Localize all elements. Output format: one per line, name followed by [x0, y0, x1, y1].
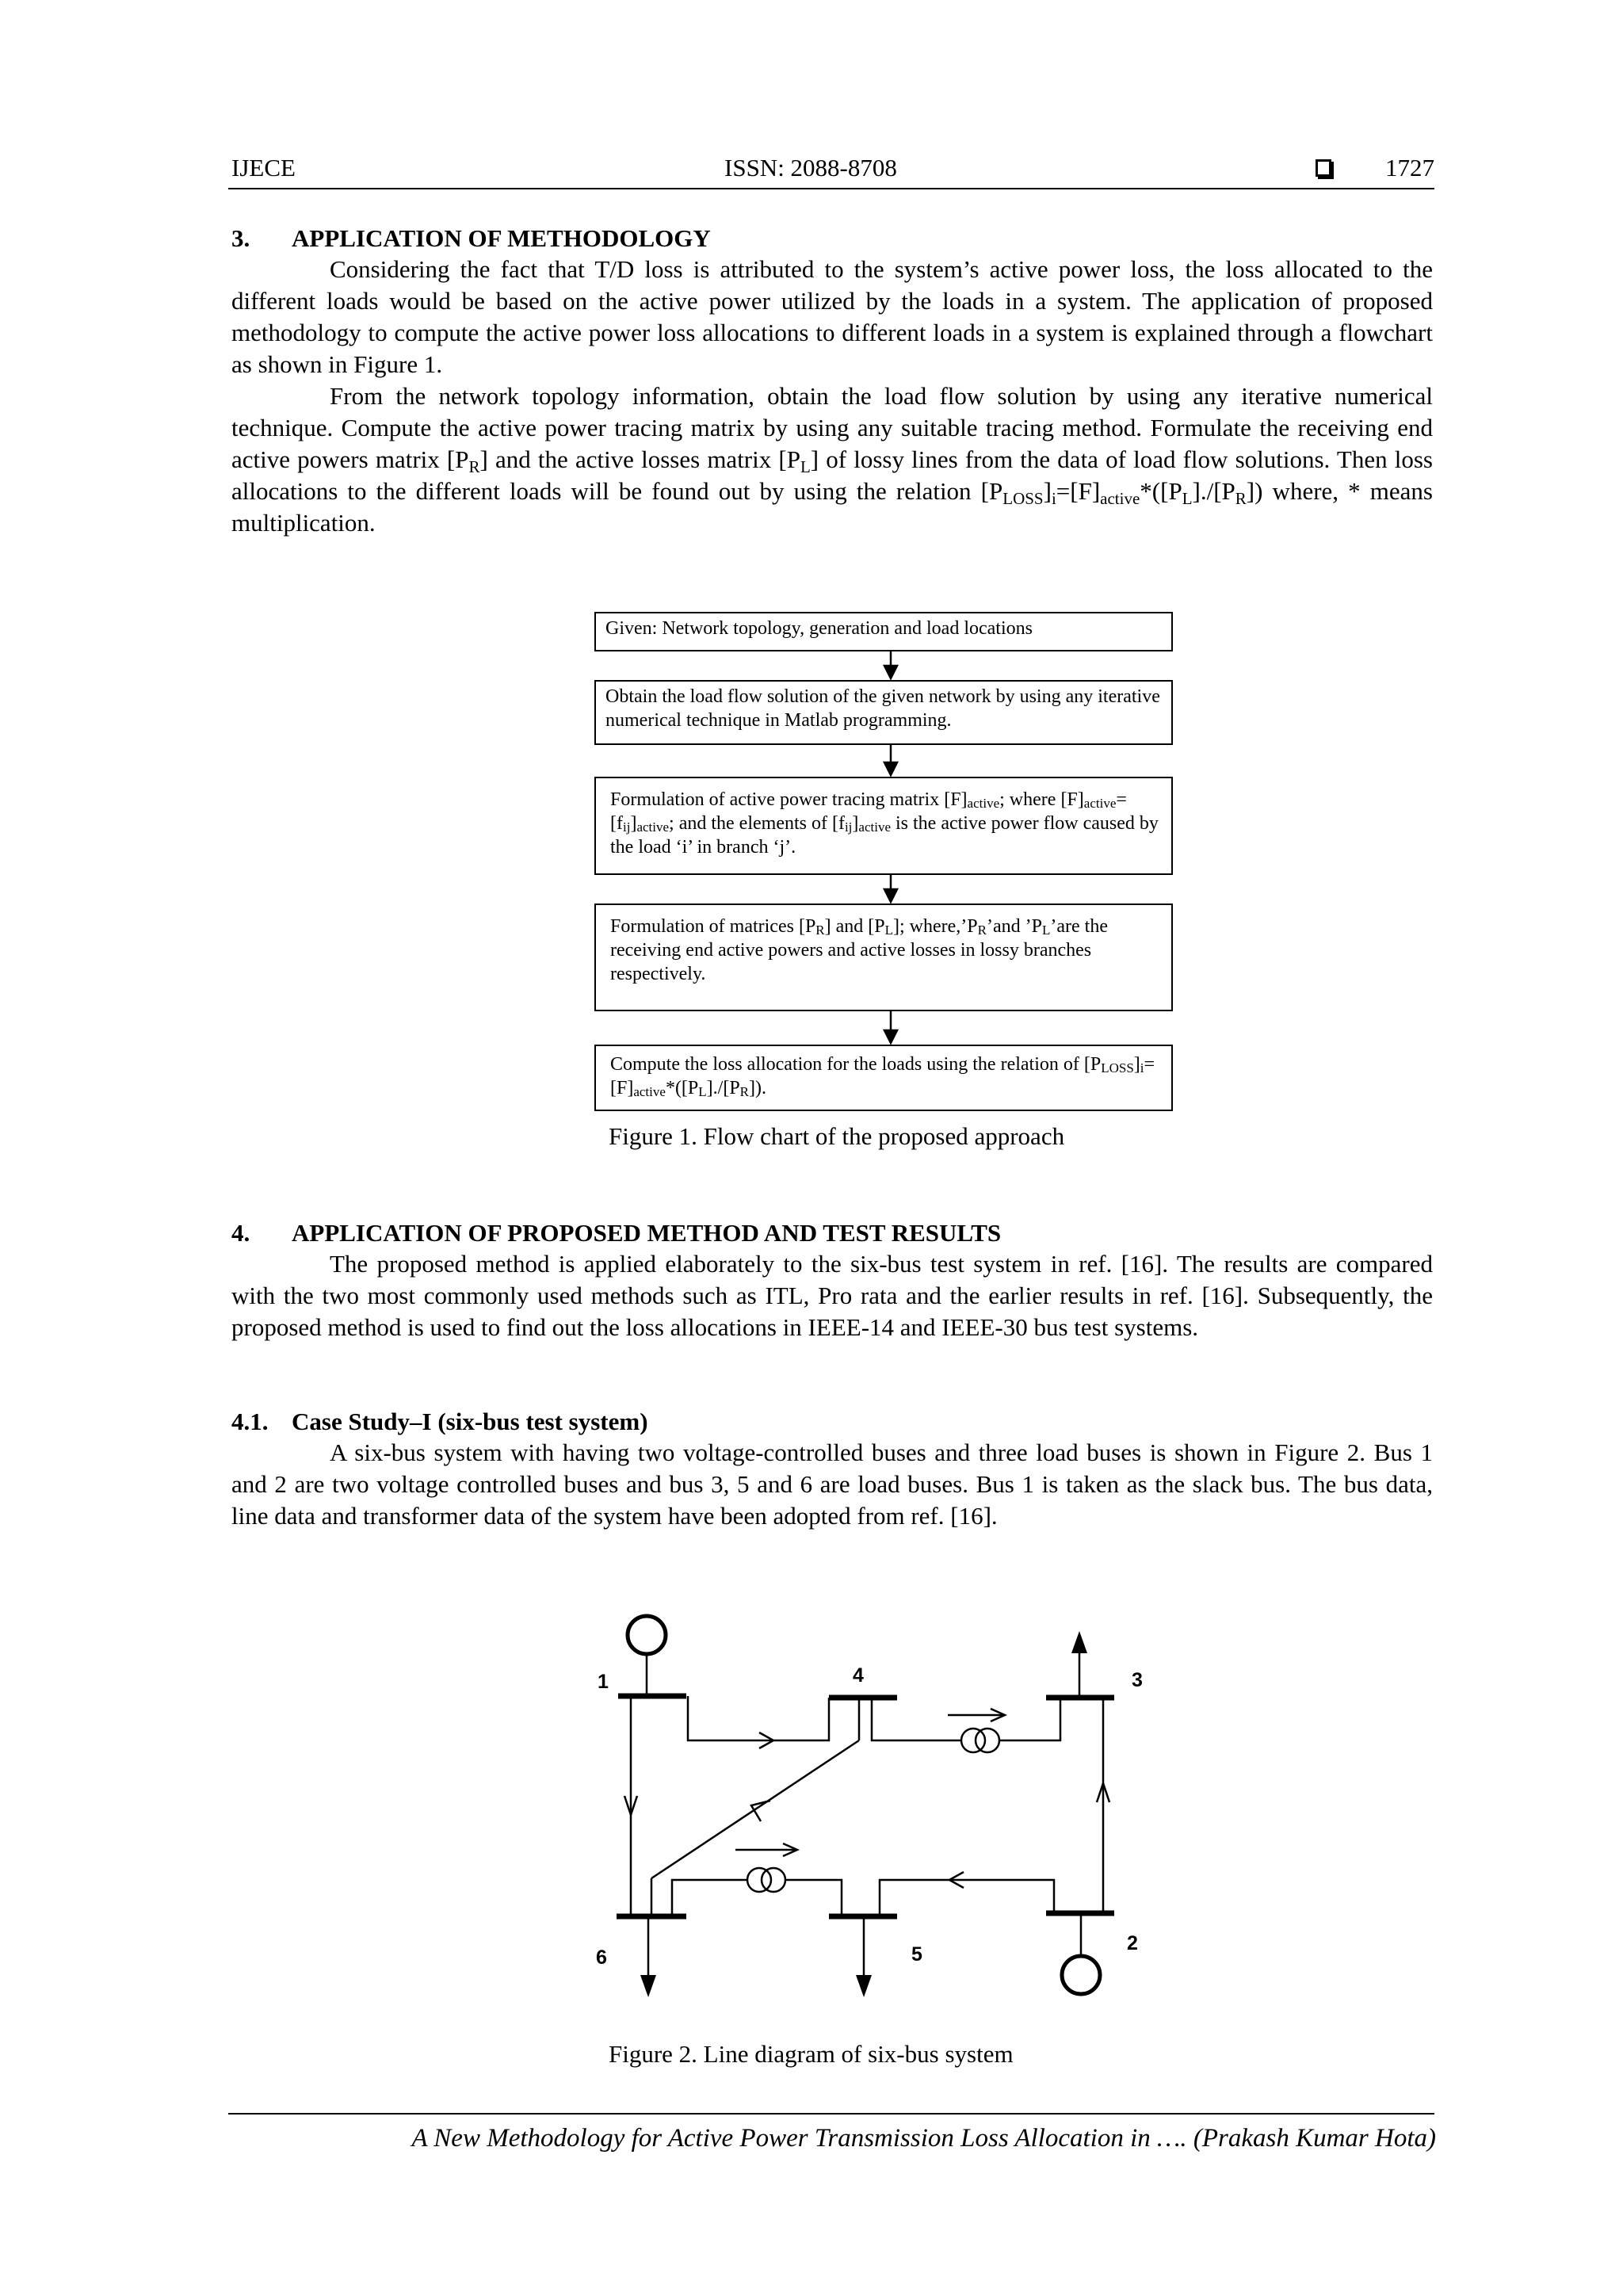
generator-1-icon — [628, 1616, 666, 1654]
flow-arrow-icon — [751, 1801, 770, 1821]
flow-arrow-icon — [759, 1733, 773, 1748]
section-3-heading — [231, 223, 711, 254]
section-41-paragraph-1: A six-bus system with having two voltage-controlled buses and three load buses is shown in Figure 2. Bus 1 and 2 are two voltage controlled buses and bus 3, 5 and 6 are load buses. Bus 1 is taken as the slack bus. The bus data, line data and transformer data of the system have been adopted from ref. [16]. — [231, 1438, 1433, 1530]
flow-arrow-icon — [884, 875, 897, 902]
header-rule — [228, 188, 1434, 189]
load-3-arrow-icon — [1071, 1631, 1087, 1653]
bus-label-6: 6 — [596, 1946, 607, 1969]
flow-arrow-icon — [1097, 1783, 1109, 1802]
flow-arrow-icon — [949, 1872, 964, 1888]
section-4-title: APPLICATION OF PROPOSED METHOD AND TEST RESULTS — [292, 1219, 1002, 1247]
figure-1-caption: Figure 1. Flow chart of the proposed approach — [609, 1122, 1065, 1150]
bus-label-5: 5 — [911, 1943, 922, 1966]
section-3-number: 3. — [231, 224, 250, 252]
bus-label-3: 3 — [1132, 1669, 1143, 1691]
checkbox-square-icon — [1316, 159, 1331, 177]
flowchart-box-5: Compute the loss allocation for the loads using the relation of $[P_{LOSS}]_i=[F]_{active}*([P_L]./[P_R])$. — [594, 1045, 1173, 1111]
section-3-title: APPLICATION OF METHODOLOGY — [292, 224, 711, 252]
section-3-paragraph-2: From the network topology information, obtain the load flow solution by using any iterative numerical technique. Compute the active power tracing matrix by using any suitable tracing method. Formulate the receiving end active powers matrix $[P_R]$ and the active losses matrix $[P_L]$ of lossy lines from the data of load flow solutions. Then loss allocations to the different loads will be found out by using the relation $[P_{LOSS}]_i=[F]_{active}*([P_L]./[P_R])$ where, * means multiplication. — [231, 382, 1433, 537]
section-4-number: 4. — [231, 1219, 250, 1247]
line-2-5 — [880, 1880, 1054, 1916]
generator-2-icon — [1062, 1956, 1100, 1994]
line-4-3 — [872, 1698, 962, 1740]
footer-running-title: A New Methodology for Active Power Transmission Loss Allocation in …. (Prakash Kumar Hota) — [411, 2124, 1436, 2153]
load-6-arrow-icon — [640, 1975, 656, 1997]
section-41-number: 4.1. — [231, 1408, 269, 1435]
page-number: 1727 — [1385, 154, 1434, 181]
section-4-paragraph-1: The proposed method is applied elaborately to the six-bus test system in ref. [16]. The results are compared with the two most commonly used methods such as ITL, Pro rata and the earlier results in ref. [16]. Subsequently, the proposed method is used to find out the loss allocations in IEEE-14 and IEEE-30 bus test systems. — [231, 1250, 1433, 1341]
flow-arrow-icon — [884, 651, 897, 678]
bus-label-2: 2 — [1127, 1932, 1138, 1954]
line-4-6 — [651, 1740, 859, 1878]
line-6-5 — [672, 1880, 748, 1916]
header-page — [1316, 152, 1434, 184]
flowchart-box-1: Given: Network topology, generation and load locations — [594, 612, 1173, 651]
flow-arrow-icon — [624, 1796, 637, 1815]
line-1-4 — [688, 1696, 829, 1740]
section-4-heading — [231, 1217, 1001, 1249]
header-issn: ISSN: 2088-8708 — [724, 154, 897, 181]
flow-arrow-icon — [884, 1011, 897, 1043]
section-41-heading — [231, 1406, 648, 1438]
transformer-6-5-icon — [747, 1868, 771, 1892]
flow-arrow-icon — [884, 745, 897, 775]
header-journal: IJECE — [231, 154, 296, 181]
flowchart-box-3: Formulation of active power tracing matrix $[F]_{active}$; where $[F]_{active}=[f_{ij}]_{active}$; and the elements of $[f_{ij}]_{active}$ is the active power flow caused by the load ‘i’ in branch ‘j’. — [594, 777, 1173, 875]
section-41-title: Case Study–I (six-bus test system) — [292, 1408, 648, 1435]
flowchart-box-2: Obtain the load flow solution of the given network by using any iterative numerical technique in Matlab programming. — [594, 680, 1173, 745]
figure-2-caption: Figure 2. Line diagram of six-bus system — [609, 2040, 1014, 2068]
footer-rule — [228, 2113, 1434, 2115]
transformer-4-3-icon — [961, 1729, 985, 1752]
bus-label-1: 1 — [598, 1671, 609, 1693]
bus-label-4: 4 — [853, 1664, 864, 1687]
section-3-paragraph-1: Considering the fact that T/D loss is attributed to the system’s active power loss, the loss allocated to the different loads would be based on the active power utilized by the loads in a system. The application of proposed methodology to compute the active power loss allocations to different loads in a system is explained through a flowchart as shown in Figure 1. — [231, 255, 1433, 378]
load-5-arrow-icon — [856, 1975, 872, 1997]
flowchart-box-4: Formulation of matrices $[P_R]$ and $[P_L]$; $where,’P_R’and$ $’P_L’are$ the receiving end active powers and active losses in lossy branches respectively. — [594, 904, 1173, 1011]
